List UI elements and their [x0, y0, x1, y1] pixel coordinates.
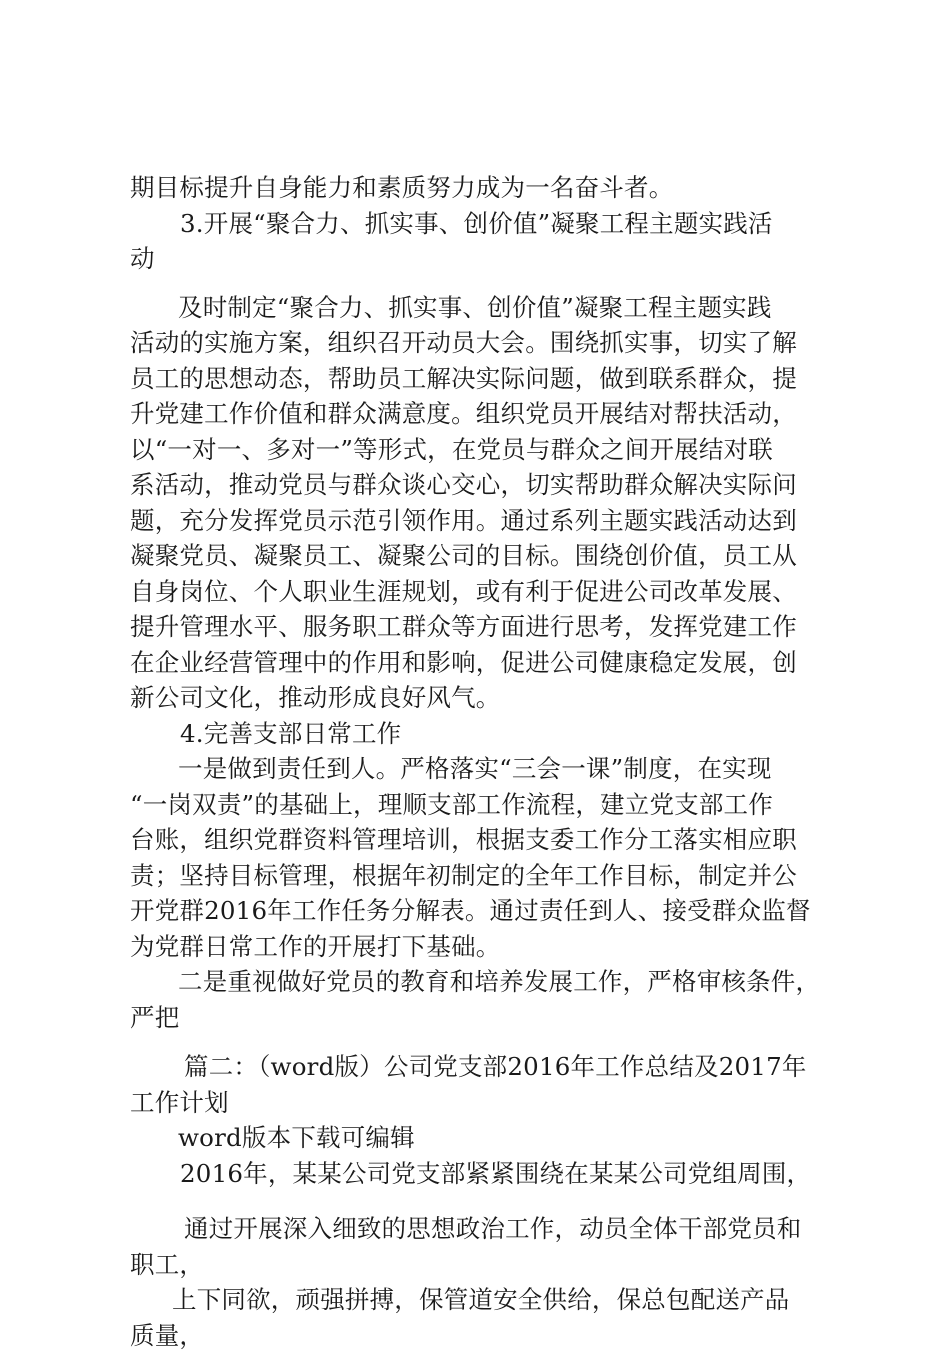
text-line: 提升管理水平、服务职工群众等方面进行思考，发挥党建工作 [130, 612, 797, 641]
text-line: 在企业经营管理中的作用和影响，促进公司健康稳定发展，创 [130, 648, 797, 677]
text-line: 职工， [130, 1250, 205, 1279]
paragraph-start: 一是做到责任到人。严格落实“三会一课”制度，在实现 [178, 754, 772, 783]
text-line: 自身岗位、个人职业生涯规划，或有利于促进公司改革发展、 [130, 577, 797, 606]
text-line: 凝聚党员、凝聚员工、凝聚公司的目标。围绕创价值，员工从 [130, 541, 797, 570]
text-line: 期目标提升自身能力和素质努力成为一名奋斗者。 [130, 173, 674, 202]
text-line: 开党群2016年工作任务分解表。通过责任到人、接受群众监督 [130, 896, 811, 925]
text-line: 升党建工作价值和群众满意度。组织党员开展结对帮扶活动， [130, 399, 797, 428]
text-line: “一岗双责”的基础上，理顺支部工作流程，建立党支部工作 [130, 790, 773, 819]
article-title-continued: 工作计划 [130, 1088, 229, 1117]
text-line: 台账，组织党群资料管理培训，根据支委工作分工落实相应职 [130, 825, 797, 854]
text-line: 员工的思想动态，帮助员工解决实际问题，做到联系群众，提 [130, 364, 797, 393]
article-title: 篇二：（word版）公司党支部2016年工作总结及2017年 [184, 1052, 807, 1081]
text-line: 为党群日常工作的开展打下基础。 [130, 932, 501, 961]
text-line: 活动的实施方案，组织召开动员大会。围绕抓实事，切实了解 [130, 328, 797, 357]
editable-note: word版本下载可编辑 [178, 1123, 415, 1152]
text-line: 严把 [130, 1003, 180, 1032]
text-line: 系活动，推动党员与群众谈心交心，切实帮助群众解决实际问 [130, 470, 797, 499]
section-heading-4: 4.完善支部日常工作 [180, 719, 402, 748]
text-line: 质量， [130, 1321, 205, 1350]
text-line: 以“一对一、多对一”等形式，在党员与群众之间开展结对联 [130, 435, 773, 464]
paragraph-start: 上下同欲，顽强拼搏，保管道安全供给，保总包配送产品 [172, 1285, 790, 1314]
text-line: 责；坚持目标管理，根据年初制定的全年工作目标，制定并公 [130, 861, 797, 890]
paragraph-start: 及时制定“聚合力、抓实事、创价值”凝聚工程主题实践 [178, 293, 772, 322]
text-line: 动 [130, 244, 155, 273]
text-line: 题，充分发挥党员示范引领作用。通过系列主题实践活动达到 [130, 506, 797, 535]
paragraph-start: 二是重视做好党员的教育和培养发展工作，严格审核条件， [178, 967, 821, 996]
text-line: 新公司文化，推动形成良好风气。 [130, 683, 501, 712]
paragraph-start: 2016年，某某公司党支部紧紧围绕在某某公司党组周围， [180, 1159, 812, 1188]
section-heading-3: 3.开展“聚合力、抓实事、创价值”凝聚工程主题实践活 [180, 209, 773, 238]
paragraph-start: 通过开展深入细致的思想政治工作，动员全体干部党员和 [184, 1214, 802, 1243]
